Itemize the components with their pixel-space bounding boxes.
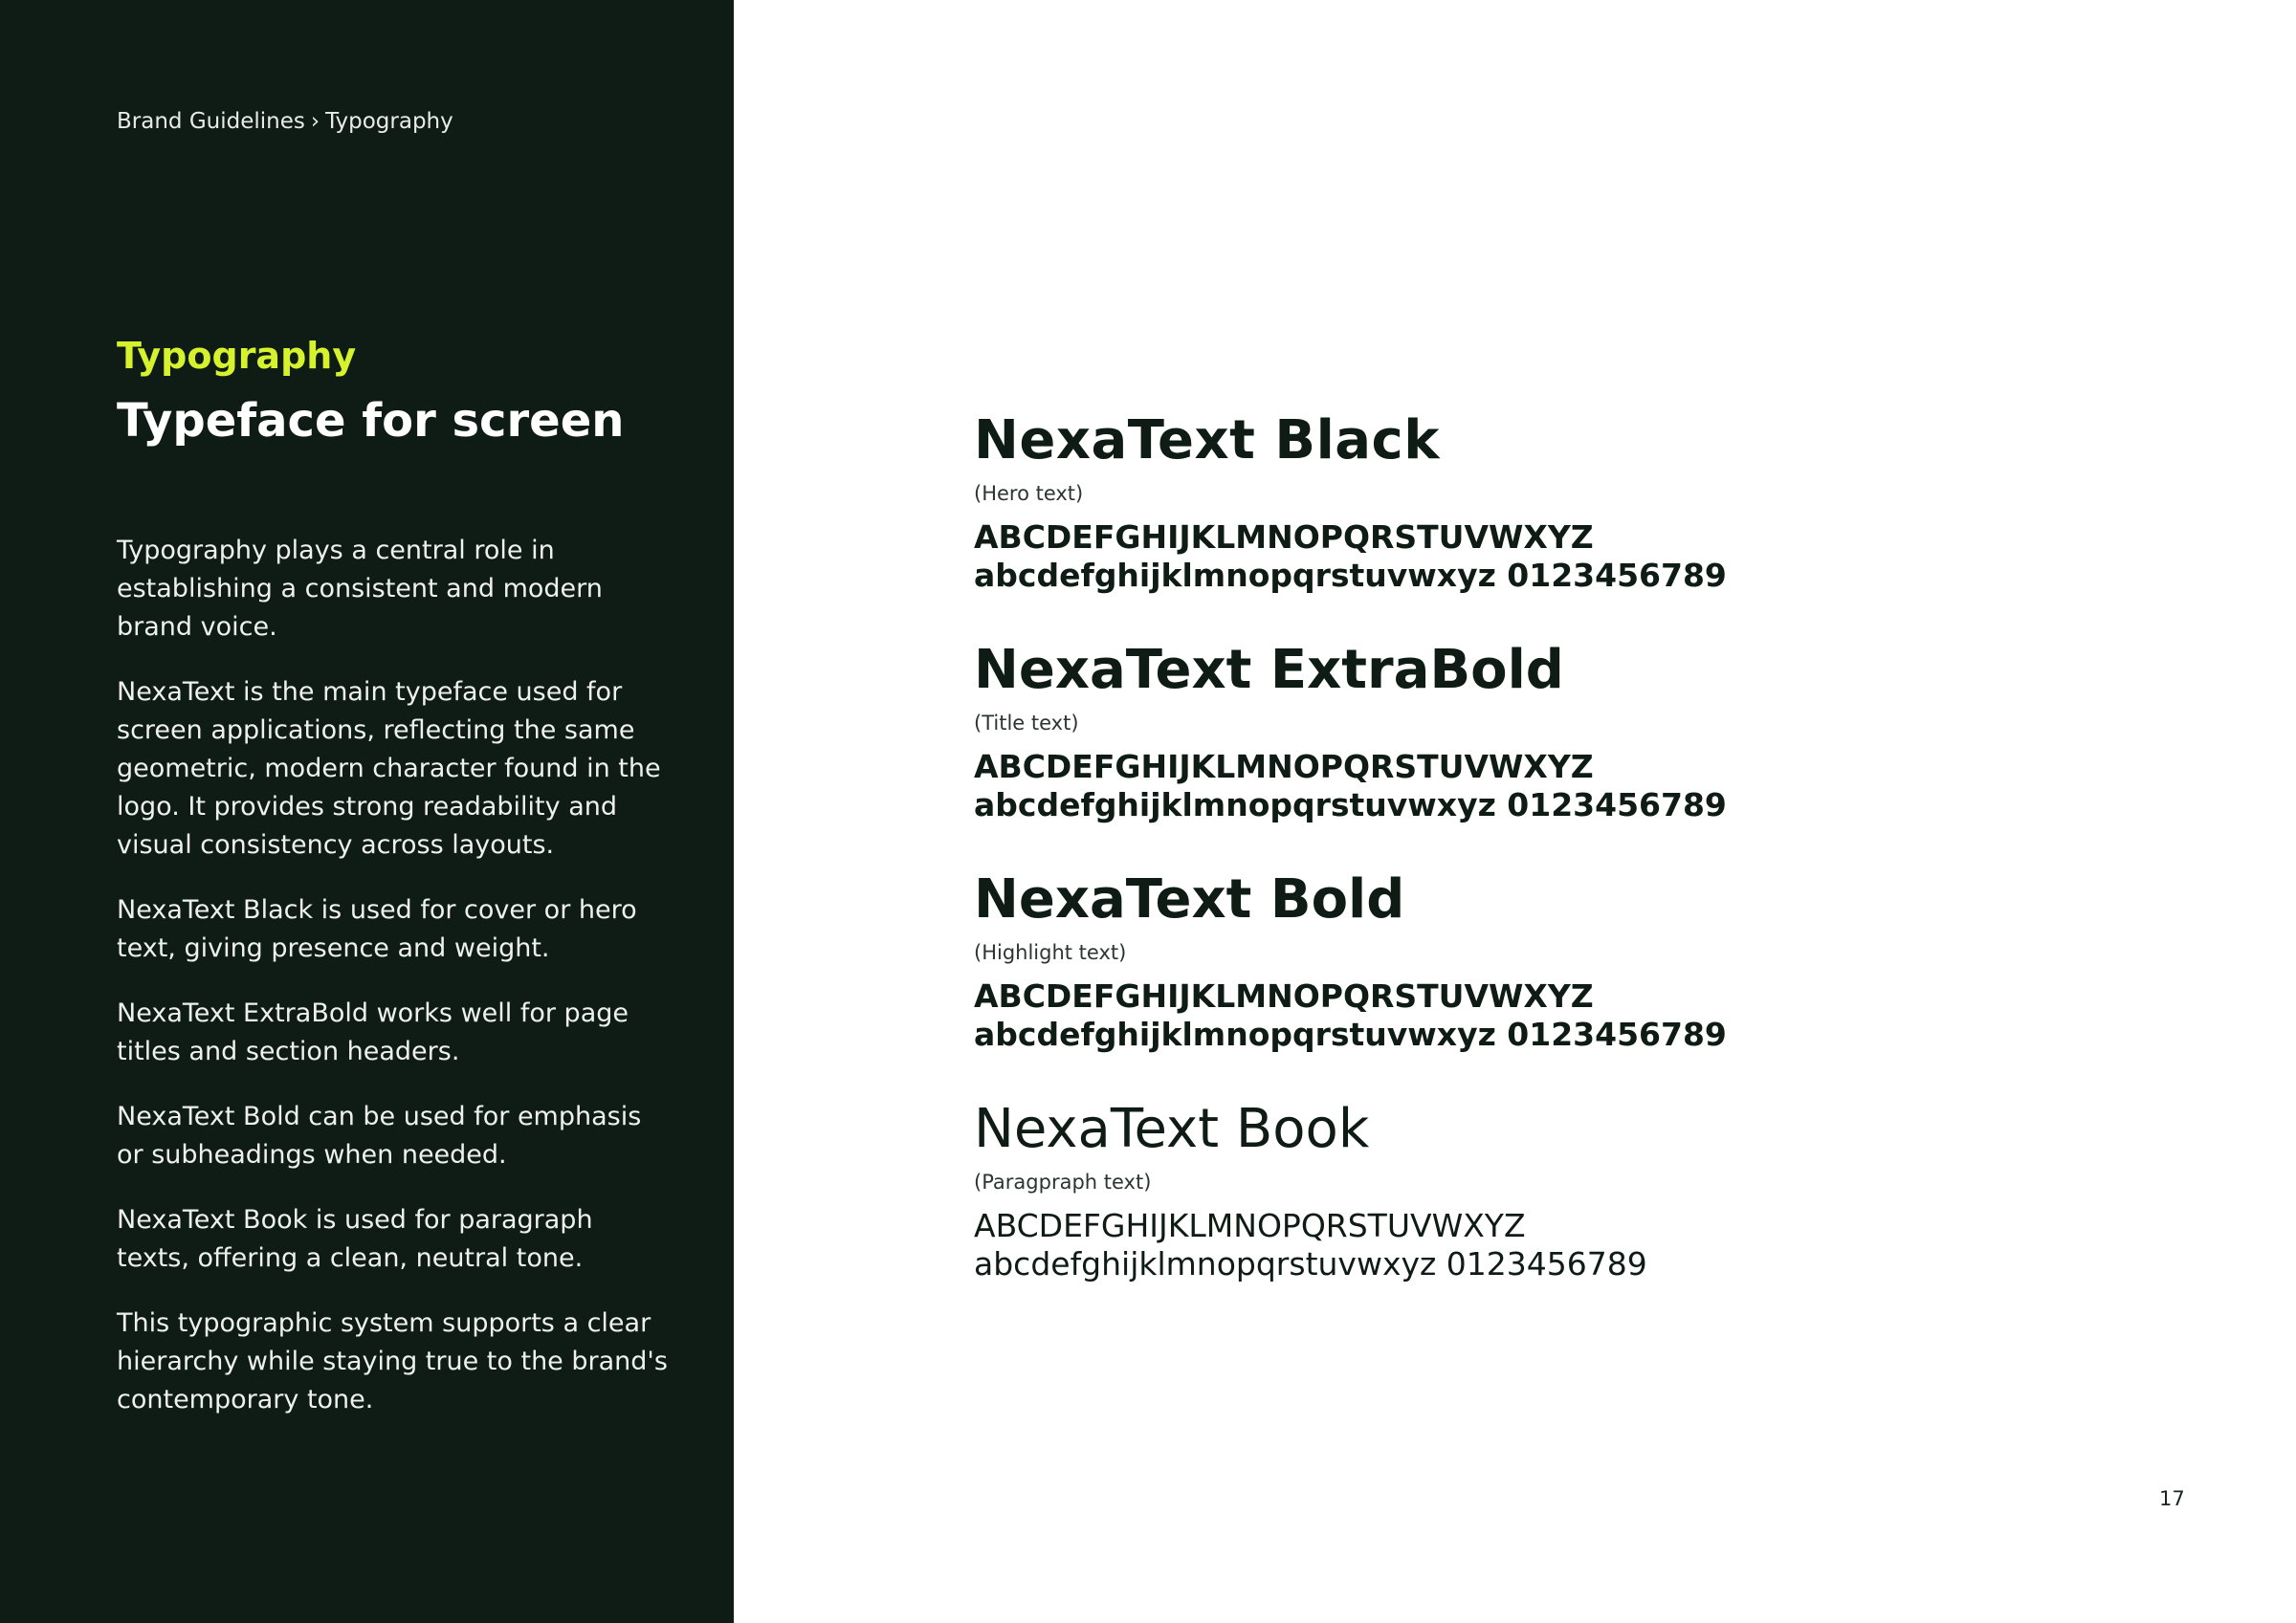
intro-paragraph: This typographic system supports a clear hierarchy while staying true to the brand's contemporary tone.: [117, 1308, 668, 1415]
specimen-name: NexaText Black: [974, 409, 1440, 472]
breadcrumb-parent: Brand Guidelines: [117, 109, 305, 134]
breadcrumb: [117, 109, 453, 134]
specimen-role: (Highlight text): [974, 941, 1127, 964]
specimen-uppercase: ABCDEFGHIJKLMNOPQRSTUVWXYZ: [974, 1207, 1526, 1244]
intro-paragraph: NexaText is the main typeface used for screen applications, reflecting the same geometric, modern character found in the logo. It provides strong readability and visual consistency across layouts.: [117, 677, 661, 860]
section-eyebrow: Typography: [117, 335, 357, 377]
specimen-name: NexaText ExtraBold: [974, 639, 1564, 701]
specimen-uppercase: ABCDEFGHIJKLMNOPQRSTUVWXYZ: [974, 977, 1594, 1015]
specimen-lowercase: abcdefghijklmnopqrstuvwxyz 0123456789: [974, 786, 1727, 823]
specimen-bold: [974, 868, 2026, 1054]
breadcrumb-current: Typography: [325, 109, 453, 134]
specimen-lowercase: abcdefghijklmnopqrstuvwxyz 0123456789: [974, 557, 1727, 594]
specimen-book: [974, 1098, 2026, 1283]
specimen-role: (Hero text): [974, 482, 1084, 505]
intro-paragraph: Typography plays a central role in establishing a consistent and modern brand voice.: [117, 536, 603, 642]
page-title: Typeface for screen: [117, 394, 625, 448]
page-number: 17: [2159, 1487, 2185, 1510]
specimen-role: (Title text): [974, 712, 1079, 735]
breadcrumb-separator: ›: [310, 109, 320, 134]
specimen-extrabold: [974, 639, 2026, 824]
left-panel: [0, 0, 734, 1623]
intro-paragraph: NexaText Black is used for cover or hero text, giving presence and weight.: [117, 895, 637, 963]
specimen-name: NexaText Bold: [974, 868, 1405, 931]
intro-paragraph: NexaText ExtraBold works well for page titles and section headers.: [117, 998, 629, 1066]
specimen-role: (Paragpraph text): [974, 1171, 1152, 1194]
specimen-name: NexaText Book: [974, 1098, 1370, 1160]
specimen-lowercase: abcdefghijklmnopqrstuvwxyz 0123456789: [974, 1016, 1727, 1053]
intro-text: [117, 532, 672, 1446]
specimen-lowercase: abcdefghijklmnopqrstuvwxyz 0123456789: [974, 1245, 1647, 1283]
intro-paragraph: NexaText Book is used for paragraph texts, offering a clean, neutral tone.: [117, 1205, 593, 1273]
specimen-black: [974, 409, 2026, 595]
specimen-uppercase: ABCDEFGHIJKLMNOPQRSTUVWXYZ: [974, 748, 1594, 785]
specimen-uppercase: ABCDEFGHIJKLMNOPQRSTUVWXYZ: [974, 518, 1594, 556]
intro-paragraph: NexaText Bold can be used for emphasis or subheadings when needed.: [117, 1102, 642, 1170]
